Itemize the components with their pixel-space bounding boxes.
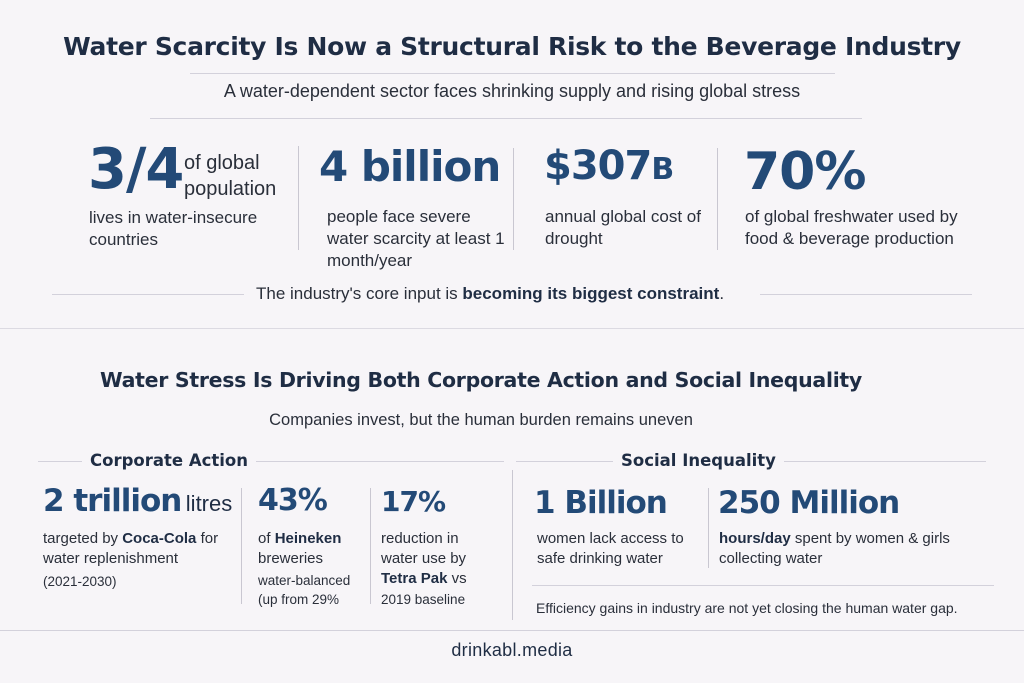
stat-value: 3/4 [88, 137, 184, 202]
stat-text-prefix: reduction in water use by [381, 530, 467, 567]
bottom-title: Water Stress Is Driving Both Corporate Action and Social Inequality [100, 368, 862, 392]
top-subtitle: A water-dependent sector faces shrinking supply and rising global stress [223, 81, 801, 101]
section-divider [0, 328, 1024, 329]
stat-value: 17% [381, 485, 446, 518]
stat-text [43, 529, 248, 569]
stat-text [719, 529, 1009, 569]
social-heading: Social Inequality [613, 451, 784, 470]
stat-value: $307 [544, 143, 652, 189]
conclusion-suffix: . [719, 284, 725, 303]
stat-text: annual global cost of drought [545, 207, 701, 248]
stat-text-bold: Heineken [274, 530, 342, 547]
stat-text-prefix: of [258, 530, 275, 547]
stat-value: 70% [744, 142, 866, 202]
stat-text-prefix: targeted by [43, 530, 123, 547]
conclusion-rule-right [760, 294, 972, 295]
stat-note: 2019 baseline [381, 592, 466, 607]
stat-text-bold: Tetra Pak [381, 570, 448, 587]
stat-unit: litres [185, 491, 233, 516]
stat-divider [513, 148, 514, 250]
stat-note: water-balanced (up from 29% [258, 573, 351, 607]
stat-value-unit: B [651, 152, 674, 187]
stat-divider [298, 146, 299, 250]
stat-divider [370, 488, 371, 604]
top-title-rule [190, 73, 835, 74]
stat-divider [241, 488, 242, 604]
stat-text: of global freshwater used by food & beverage production [745, 207, 958, 248]
conclusion-prefix: The industry's core input is [256, 284, 463, 303]
footer-site: drinkabl.media [451, 640, 573, 660]
top-title: Water Scarcity Is Now a Structural Risk to the Beverage Industry [63, 32, 961, 61]
stat-text [381, 529, 499, 589]
stat-note: (2021-2030) [43, 574, 117, 589]
stat-text-bold: hours/day [719, 530, 791, 547]
corporate-heading: Corporate Action [82, 451, 256, 470]
social-conclusion: Efficiency gains in industry are not yet closing the human water gap. [536, 600, 958, 616]
stat-text: people face severe water scarcity at least 1 month/year [327, 207, 505, 270]
social-conclusion-rule [532, 585, 994, 586]
stat-divider [717, 148, 718, 250]
conclusion-bold: becoming its biggest constraint [462, 284, 720, 303]
stat-text-suffix: spent by women & girls collecting water [719, 530, 950, 567]
stat-value: 1 Billion [534, 485, 667, 521]
stat-value-suffix: of global population [184, 152, 277, 200]
top-subtitle-rule [150, 118, 862, 119]
top-conclusion [256, 284, 724, 304]
stat-text-suffix: breweries [258, 550, 324, 567]
stat-text [258, 529, 368, 569]
column-divider [512, 470, 513, 620]
stat-value: 4 billion [319, 142, 501, 191]
stat-value: 43% [258, 483, 327, 518]
stat-text: women lack access to safe drinking water [537, 530, 684, 567]
footer-rule [0, 630, 1024, 631]
stat-text-suffix: for water replenishment [43, 530, 219, 567]
stat-text: lives in water-insecure countries [89, 208, 258, 249]
conclusion-rule-left [52, 294, 244, 295]
stat-value: 2 trillion [43, 483, 182, 519]
bottom-subtitle: Companies invest, but the human burden remains uneven [269, 411, 693, 429]
stat-divider [708, 488, 709, 568]
stat-text-bold: Coca-Cola [122, 530, 197, 547]
stat-text-suffix: vs [447, 570, 467, 587]
stat-value: 250 Million [718, 485, 900, 521]
